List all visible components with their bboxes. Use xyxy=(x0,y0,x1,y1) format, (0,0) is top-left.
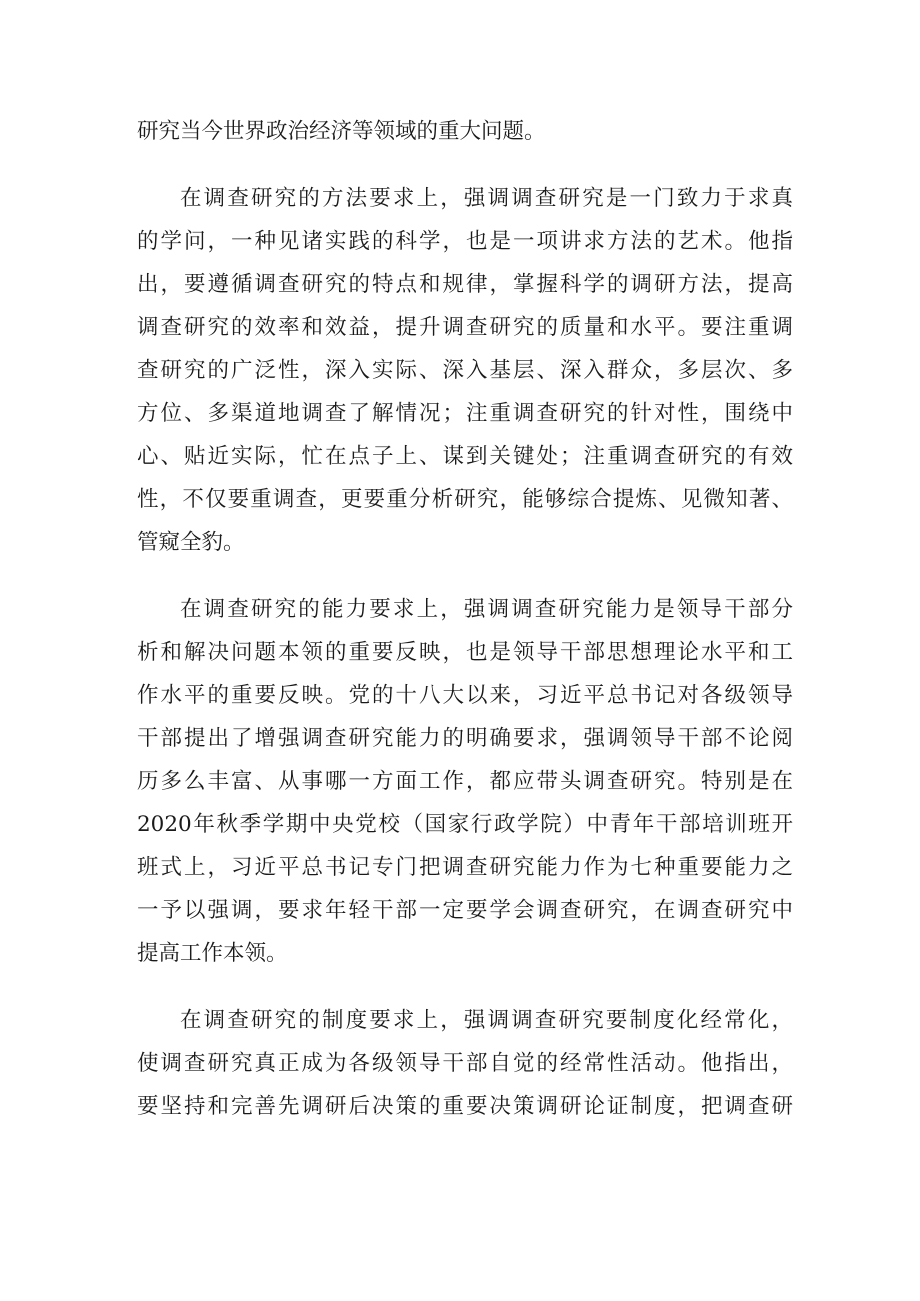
text-line: 查研究的广泛性，深入实际、深入基层、深入群众，多层次、多 xyxy=(137,358,793,383)
text-line: 在调查研究的能力要求上，强调调查研究能力是领导干部分 xyxy=(180,597,793,622)
text-line: 班式上，习近平总书记专门把调查研究能力作为七种重要能力之 xyxy=(137,855,793,880)
paragraph-3 xyxy=(137,588,793,975)
text-line: 作水平的重要反映。党的十八大以来，习近平总书记对各级领导 xyxy=(137,683,793,708)
paragraph-1 xyxy=(137,110,793,153)
text-line: 心、贴近实际，忙在点子上、谋到关键处；注重调查研究的有效 xyxy=(137,444,793,469)
text-line: 使调查研究真正成为各级领导干部自觉的经常性活动。他指出， xyxy=(137,1051,793,1076)
document-page xyxy=(137,110,793,1128)
text-line: 的学问，一种见诸实践的科学，也是一项讲求方法的艺术。他指 xyxy=(137,229,793,254)
paragraph-2 xyxy=(137,177,793,564)
text-line: 干部提出了增强调查研究能力的明确要求，强调领导干部不论阅 xyxy=(137,726,793,751)
text-line: 一予以强调，要求年轻干部一定要学会调查研究，在调查研究中 xyxy=(137,898,793,923)
text-line: 出，要遵循调查研究的特点和规律，掌握科学的调研方法，提高 xyxy=(137,272,793,297)
text-line: 历多么丰富、从事哪一方面工作，都应带头调查研究。特别是在 xyxy=(137,769,793,794)
text-line: 性，不仅要重调查，更要重分析研究，能够综合提炼、见微知著、 xyxy=(137,487,793,512)
text-line: 析和解决问题本领的重要反映，也是领导干部思想理论水平和工 xyxy=(137,640,793,665)
text-line: 2020年秋季学期中央党校（国家行政学院）中青年干部培训班开 xyxy=(137,812,793,837)
text-line: 管窥全豹。 xyxy=(137,530,245,555)
text-line: 提高工作本领。 xyxy=(137,941,288,966)
text-line: 要坚持和完善先调研后决策的重要决策调研论证制度，把调查研 xyxy=(137,1094,793,1119)
paragraph-4 xyxy=(137,999,793,1128)
text-line: 在调查研究的方法要求上，强调调查研究是一门致力于求真 xyxy=(180,186,793,211)
text-line: 研究当今世界政治经济等领域的重大问题。 xyxy=(137,119,546,144)
text-line: 方位、多渠道地调查了解情况；注重调查研究的针对性，围绕中 xyxy=(137,401,793,426)
text-line: 在调查研究的制度要求上，强调调查研究要制度化经常化， xyxy=(180,1008,793,1033)
text-line: 调查研究的效率和效益，提升调查研究的质量和水平。要注重调 xyxy=(137,315,793,340)
